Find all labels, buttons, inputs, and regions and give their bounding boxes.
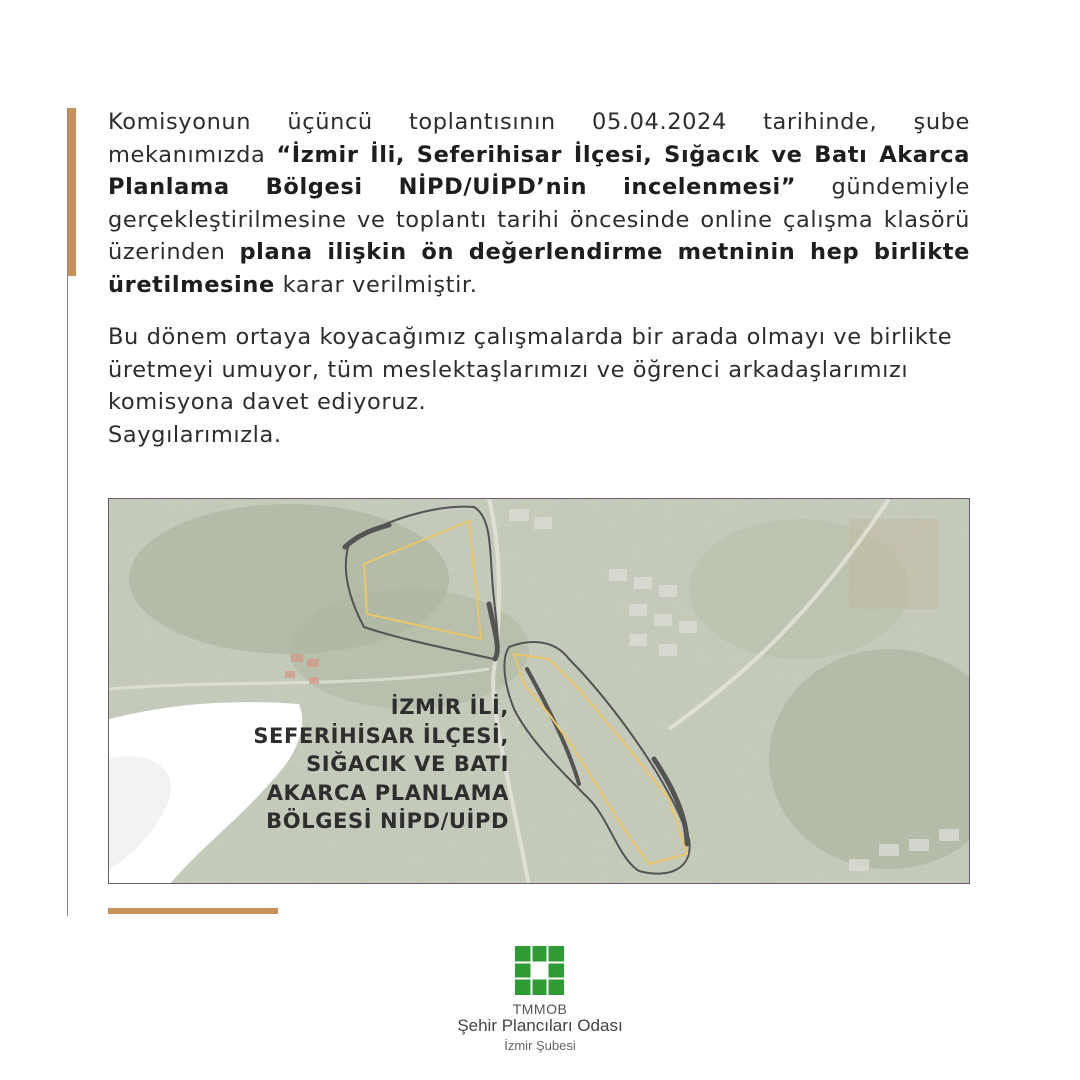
logo-branch-text: İzmir Şubesi — [504, 1038, 576, 1053]
closing-greeting: Saygılarımızla. — [108, 421, 282, 448]
map-label-line: BÖLGESİ NİPD/UİPD — [266, 809, 509, 833]
map-label-line: SEFERİHİSAR İLÇESİ, — [253, 723, 509, 748]
map-label — [209, 693, 509, 836]
logo-org-text: TMMOB — [512, 1001, 568, 1017]
paragraph-2 — [108, 321, 970, 451]
announcement-text — [108, 106, 970, 451]
p1-bold-title: “İzmir İli, Seferihisar İlçesi, Sığacık ve Batı Akarca Planlama Bölgesi NİPD/UİPD’nin incelenmesi” — [108, 141, 970, 200]
p1-text-2: gündemiyle gerçekleştirilmesine ve toplantı tarihi öncesinde online çalışma klasörü üzerinden — [108, 174, 970, 265]
p1-text-1: Komisyonun üçüncü toplantısının 05.04.2024 tarihinde, şube mekanımızda — [108, 109, 970, 168]
logo-name-text: Şehir Plancıları Odası — [457, 1016, 623, 1035]
paragraph-1 — [108, 106, 970, 301]
p1-bold-decision: plana ilişkin ön değerlendirme metninin hep birlikte üretilmesine — [108, 239, 970, 298]
map-label-line: İZMİR İLİ, — [390, 695, 509, 719]
left-accent-bar — [68, 108, 76, 276]
satellite-map — [108, 498, 970, 884]
tmmob-logo-icon — [515, 946, 564, 995]
map-label-line: SIĞACIK VE BATI — [306, 752, 509, 776]
bottom-accent-bar — [108, 908, 278, 914]
p1-text-3: karar verilmiştir. — [274, 271, 478, 298]
p2-text-1: Bu dönem ortaya koyacağımız çalışmalarda bir arada olmayı ve birlikte üretmeyi umuyor, tüm meslektaşlarımızı ve öğrenci arkadaşlarımızı komisyona davet ediyoruz. — [108, 324, 953, 415]
map-label-line: AKARCA PLANLAMA — [266, 780, 509, 805]
